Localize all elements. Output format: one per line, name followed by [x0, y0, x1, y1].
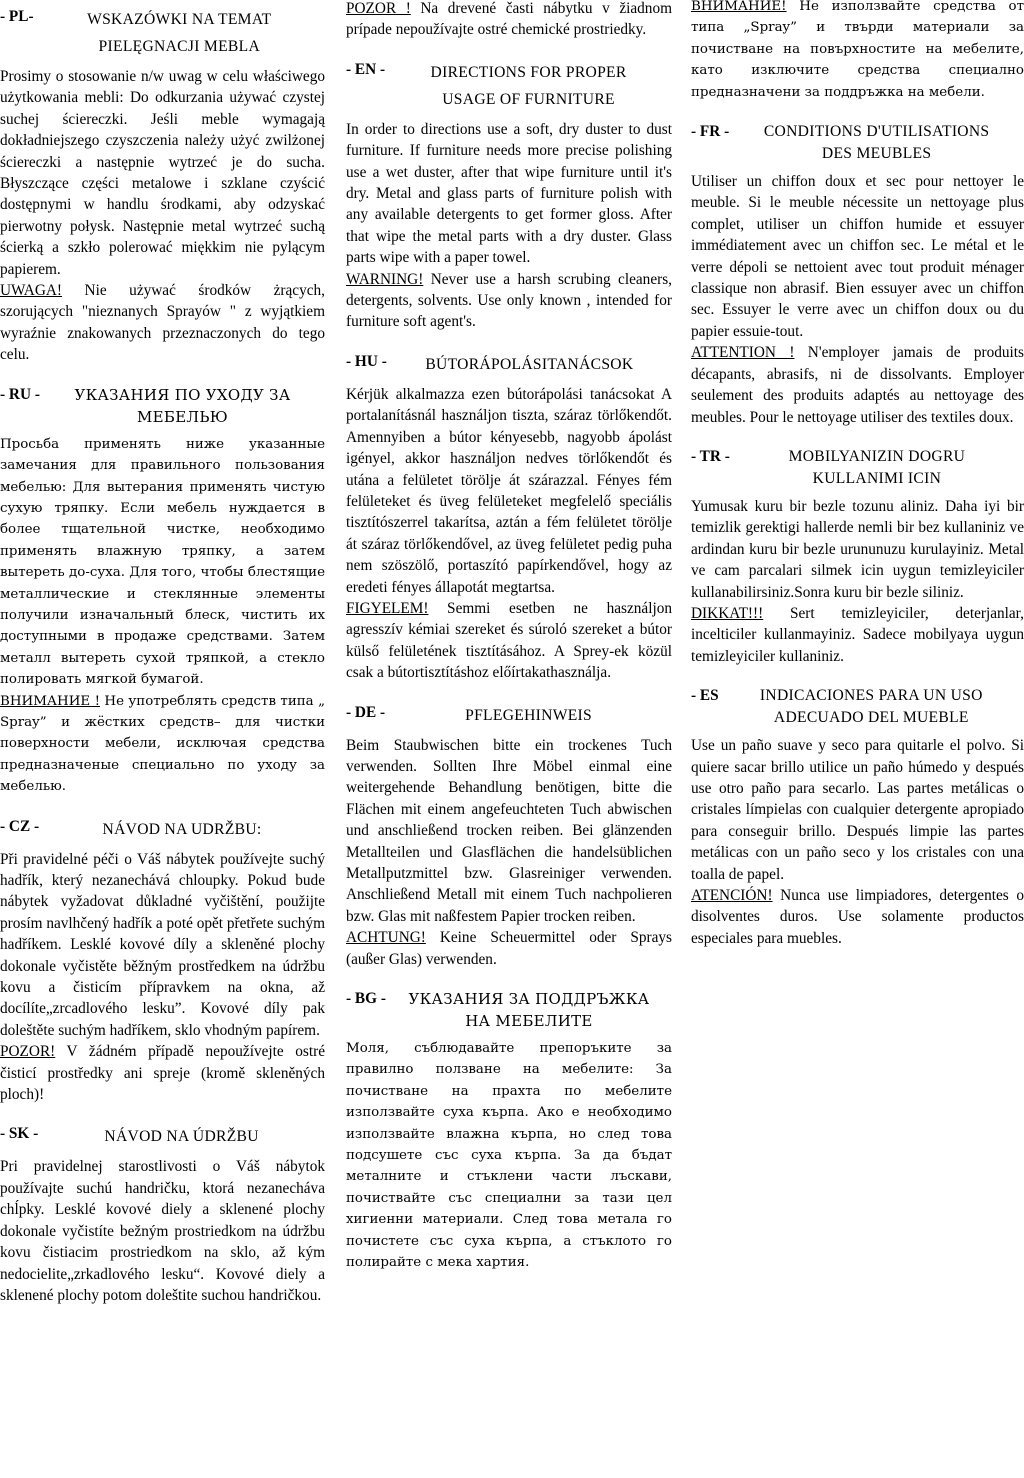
section-header — [691, 685, 1024, 729]
section-tr — [691, 446, 1024, 667]
warning-text: Nunca use limpiadores, detergentes o disolventes duros. Use solamente productos especiales para muebles. — [691, 887, 1024, 947]
section-title: NÁVOD NA UDRŽBU: — [102, 820, 262, 838]
warning-text: Не употреблять средств типа „ Spray” и жёстких средств– для чистки поверхности мебели, исключая средства предназначеные специально по уходу за мебелью. — [0, 693, 325, 795]
warning-paragraph — [346, 269, 672, 333]
language-code: - EN - — [346, 60, 386, 78]
section-title: NÁVOD NA ÚDRŽBU — [104, 1128, 259, 1146]
section-title: УКАЗАНИЯ ПО УХОДУ ЗА МЕБЕЛЬЮ — [74, 385, 291, 426]
section-bg-continued — [691, 0, 1024, 103]
warning-label: ATTENTION ! — [691, 344, 795, 362]
section-sk — [0, 1123, 325, 1306]
section-sk-continued — [346, 0, 672, 41]
warning-label: ВНИМАНИЕ! — [691, 0, 787, 14]
language-code: - SK - — [0, 1125, 39, 1143]
section-title: DIRECTIONS FOR PROPER USAGE OF FURNITURE — [430, 63, 627, 108]
warning-label: POZOR ! — [346, 0, 411, 17]
section-title: WSKAZÓWKI NA TEMAT PIELĘGNACJI MEBLA — [87, 11, 272, 55]
section-header — [0, 6, 325, 60]
warning-text: Keine Scheuermittel oder Sprays (außer Glas) verwenden. — [346, 929, 672, 968]
section-body: Yumusak kuru bir bezle tozunu aliniz. Daha iyi bir temizlik gerektigi hallerde nemli bir bez kullaniniz ve ardindan kuru bir bezle urununuzu kurulayiniz. Metal ve cam parcalari silmek icin uygun temizleyiciler kullanabilirsiniz.Sonra kuru bir bezle siliniz. — [691, 497, 1024, 601]
section-body: Při pravidelné péči o Váš nábytek používejte suchý hadřík, který nezanechává chloupky. Pokud bude nábytek vyžadovat důkladné vyčištění, použijte prosím navlhčený hadřík a poté opět přetřete suchým hadříkem. Lesklé kovové díly a skleněné plochy dokonale vyčistěte běžným prostředkem na údržbu kovu a čisticím přípravkem na okna, až docílíte„zrcadlového lesku”. Kovové díly pak doleštěte suchým hadříkem, sklo vhodným papírem. — [0, 850, 325, 1039]
section-title: BÚTORÁPOLÁSITANÁCSOK — [425, 355, 634, 373]
warning-text: Не използвайте средства от типа „Spray” и твърди материали за почистване на повърхностите на мебелите, като изключите средства специално предназначени за поддръжка на мебели. — [691, 0, 1024, 100]
warning-paragraph — [346, 598, 672, 684]
language-code: - TR - — [691, 447, 730, 465]
section-header — [346, 702, 672, 729]
warning-label: WARNING! — [346, 270, 424, 288]
language-code: - BG - — [346, 990, 386, 1008]
warning-paragraph — [0, 691, 325, 798]
section-body: Prosimy o stosowanie n/w uwag w celu właściwego użytkowania mebli: Do odkurzania używać czystej suchej ściereczki. Jeśli meble wymagają dokładniejszego czyszczenia należy użyć zwilżonej ściereczki a następnie wytrzeć je do sucha. Błyszczące części metalowe i szklane czyścić dostępnymi w handlu środkami, aby odzyskać pierwotny połysk. Następnie metal wytrzeć suchą ścierką a szkło polerować miękkim nie pylącym papierem. — [0, 68, 325, 278]
section-header — [0, 384, 325, 428]
warning-label: ВНИМАНИЕ ! — [0, 693, 100, 709]
section-body: Моля, съблюдавайте препоръките за правилно ползване на мебелите: За почистване на прахта по мебелите използвайте суха кърпа. Ако е необходимо използвайте влажна кърпа, но след това подсушете със суха кърпа. За да бъдат металните и стъклени части лъскави, почиствайте със специални за тази цел хигиенни материали. След това метала го почистете със суха кърпа, а стъклото го полирайте с мека хартия. — [346, 1041, 672, 1271]
section-body: Pri pravidelnej starostlivosti o Váš nábytok používajte suchú handričku, ktorá nezanecháva chĺpky. Lesklé kovové diely a sklenené plochy dokonale vyčistíte bežným prostriedkom na údržbu kovu čistiacim prostriedkom na sklo, až kým nedocielite„zrkadlového lesku“. Kovové diely a sklenené plochy potom doleštite suchou handričkou. — [0, 1158, 325, 1304]
warning-text: Na drevené časti nábytku v žiadnom prípade nepoužívajte ostré chemické prostriedky. — [346, 0, 672, 39]
section-header — [691, 446, 1024, 490]
section-header — [0, 816, 325, 843]
section-es — [691, 685, 1024, 949]
section-header — [346, 59, 672, 113]
section-title: INDICACIONES PARA UN USO ADECUADO DEL MUEBLE — [759, 687, 983, 727]
warning-label: FIGYELEM! — [346, 599, 429, 617]
warning-paragraph — [691, 342, 1024, 428]
warning-paragraph — [691, 885, 1024, 949]
section-title: PFLEGEHINWEIS — [465, 706, 592, 724]
column-left — [0, 6, 325, 1324]
language-code: - DE - — [346, 703, 386, 721]
warning-label: UWAGA! — [0, 282, 63, 300]
section-title: MOBILYANIZIN DOGRU KULLANIMI ICIN — [788, 447, 966, 487]
section-body: Beim Staubwischen bitte ein trockenes Tuch verwenden. Sollten Ihre Möbel einmal eine weitergehende Behandlung benötigen, bitte die Flächen mit einem angefeuchteten Tuch abwischen und anschließend trocken reiben. Bei glänzenden Metallteilen und Glasflächen die handelsüblichen Metallputzmittel bzw. Glasreiniger verwenden. Anschließend Metall mit einem Tuch nachpolieren bzw. Glas mit naßfestem Papier trocken reiben. — [346, 736, 672, 925]
section-pl — [0, 6, 325, 366]
warning-text: Sert temizleyiciler, deterjanlar, incelticiler kullanmayiniz. Sadece mobilyaya uygun temizleyiciler kullaniniz. — [691, 604, 1024, 665]
section-ru — [0, 384, 325, 798]
section-hu — [346, 351, 672, 684]
section-bg — [346, 988, 672, 1273]
section-body: Use un paño suave y seco para quitarle el polvo. Si quiere sacar brillo utilice un paño húmedo y después use otro paño para secarlo. Las partes metálicas o cristales límpielas con cualquier detergente apropiado para conseguir brillo. Después limpie las partes metálicas con un paño seco y los cristales con una toalla de papel. — [691, 737, 1024, 883]
section-header — [346, 351, 672, 378]
section-cz — [0, 816, 325, 1106]
section-fr — [691, 121, 1024, 428]
section-en — [346, 59, 672, 333]
warning-paragraph — [346, 927, 672, 970]
section-title: CONDITIONS D'UTILISATIONS DES MEUBLES — [763, 123, 990, 163]
section-de — [346, 702, 672, 970]
warning-paragraph — [691, 0, 1024, 103]
language-code: - FR - — [691, 123, 730, 141]
column-middle — [346, 0, 672, 1292]
language-code: - RU - — [0, 385, 40, 403]
warning-text: V žádném případě nepoužívejte ostré čisticí prostředky ani spreje (kromě skleněných ploch)! — [0, 1043, 325, 1104]
warning-paragraph — [0, 1041, 325, 1105]
language-code: - CZ - — [0, 817, 40, 835]
section-header — [346, 988, 672, 1032]
section-body: Utiliser un chiffon doux et sec pour nettoyer le meuble. Si le meuble nécessite un nettoyage plus complet, utiliser un chiffon humide et essuyer immédiatement avec un chiffon sec. Le métal et le verre dépoli se nettoient avec tout produit ménager classique non abrasif. Bien essuyer avec un chiffon sec. Essuyer le verre avec un chiffon doux ou du papier essuie-tout. — [691, 173, 1024, 340]
warning-paragraph — [346, 0, 672, 41]
section-body: Kérjük alkalmazza ezen bútorápolási tanácsokat A portalanításnál használjon tiszta, száraz törlőkendőt. Amennyiben a bútor kényesebb, nagyobb ápolást igényel, akkor használjon nedves törlőkendőt és utána a felületet törölje át szárazzal. Fényes fém felületeket és üveg felületeket megfelelő speciális tisztítószerrel takarítsa, aztán a fém felületet törölje át száraz törlőkendővel, az üveg felületet pedig puha nem szöszölő, portaszító papírkendővel, hogy az eredeti fényes állapotát megtartsa. — [346, 385, 672, 596]
language-code: - ES — [691, 687, 719, 705]
section-body: Просьба применять ниже указанные замечания для правильного пользования мебелью: Для вытерания применять чистую сухую тряпку. Если мебель нуждается в более тщательной чистке, необходимо применять влажную тряпку, а затем вытереть до-суха. Для того, чтобы блестящие металлические и стеклянные элементы получили изначальный блеск, чистить их доступными в продаже средствами. Затем металл вытереть сухой тряпкой, а стекло полировать мягкой бумагой. — [0, 436, 325, 688]
warning-text: Nie używać środków żrących, szorujących "nieznanych Sprayów " z wyjątkiem wyraźnie znakowanych przeznaczonych do tego celu. — [0, 282, 325, 364]
warning-paragraph — [0, 280, 325, 366]
language-code: - HU - — [346, 352, 387, 370]
warning-label: ATENCIÓN! — [691, 887, 773, 904]
warning-text: N'employer jamais de produits décapants, abrasifs, ni de dissolvants. Employer seulement des produits adaptés au nettoyage des meubles. Pour le nettoyage utiliser des textiles doux. — [691, 344, 1024, 426]
language-code: - PL- — [0, 8, 34, 25]
warning-label: ACHTUNG! — [346, 929, 426, 947]
column-right — [691, 0, 1024, 967]
section-header — [0, 1123, 325, 1150]
warning-label: POZOR! — [0, 1043, 56, 1061]
warning-label: DIKKAT!!! — [691, 604, 764, 622]
warning-paragraph — [691, 603, 1024, 667]
section-body: In order to directions use a soft, dry duster to dust furniture. If furniture needs more precise polishing use a wet duster, after that wipe furniture until it's dry. Metal and glass parts of furniture polish with any available detergents to get former gloss. After that wipe the metal parts with a dry duster. Glass parts wipe with a paper towel. — [346, 120, 672, 267]
section-header — [691, 121, 1024, 165]
warning-text: Semmi esetben ne használjon agresszív kémiai szereket és súroló szereket a bútor külső felületének tisztításához. A Sprey-ek közül csak a bútortisztításhoz előírtakathasználja. — [346, 599, 672, 682]
section-title: УКАЗАНИЯ ЗА ПОДДРЪЖКА НА МЕБЕЛИТЕ — [408, 990, 650, 1031]
warning-text: Never use a harsh scrubing cleaners, detergents, solvents. Use only known , intended for furniture soft agent's. — [346, 270, 672, 331]
